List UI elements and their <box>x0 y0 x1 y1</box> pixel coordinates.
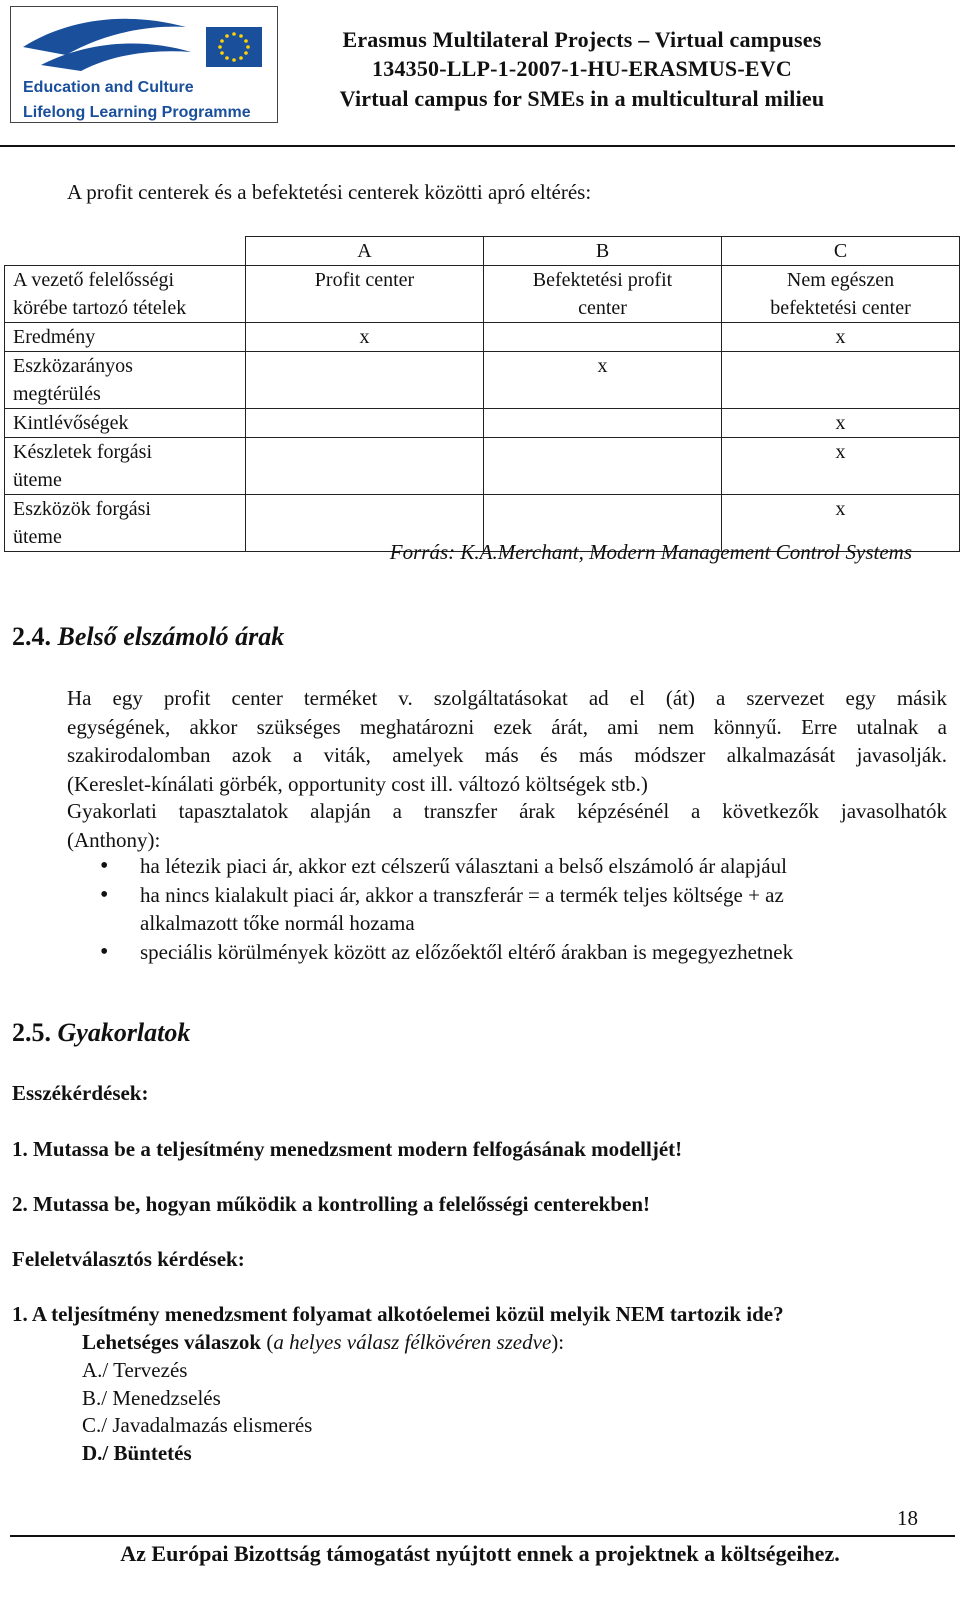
cell-b <box>484 323 722 352</box>
row-label <box>5 323 246 352</box>
paragraph-practical <box>67 797 947 854</box>
list-item <box>100 881 920 938</box>
section-heading-2-5 <box>12 1018 190 1048</box>
paragraph-transfer-pricing <box>67 684 947 798</box>
column-header-c-line2: befektetési center <box>770 297 911 319</box>
cell-c: x <box>722 438 960 495</box>
paragraph-line: Ha egy profit center terméket v. szolgáltatásokat ad el (át) a szervezet egy másik <box>67 686 947 710</box>
column-letter-a: A <box>246 237 484 266</box>
essay-question-2: 2. Mutassa be, hogyan működik a kontrolling a felelősségi centerekben! <box>12 1192 651 1216</box>
header-title-line3: Virtual campus for SMEs in a multicultural milieu <box>339 86 825 111</box>
header-title-line2: 134350-LLP-1-2007-1-HU-ERASMUS-EVC <box>372 56 792 81</box>
cell-a <box>246 409 484 438</box>
cell-b <box>484 409 722 438</box>
list-item <box>100 938 920 967</box>
answers-open-paren: ( <box>266 1330 274 1354</box>
column-header-b-line1: Befektetési profit <box>532 269 673 291</box>
row-label <box>5 438 246 495</box>
list-item-text: ha létezik piaci ár, akkor ezt célszerű választani a belső elszámoló ár alapjául <box>140 854 787 878</box>
cell-a <box>246 352 484 409</box>
cell-b <box>484 438 722 495</box>
paragraph-line: egységének, akkor szükséges meghatározni ezek árát, ami nem könnyű. Erre utalnak a <box>67 714 947 739</box>
table-row <box>5 323 960 352</box>
row-label-text: Kintlévőségek <box>13 412 129 434</box>
row-label-text: Eszközök forgási <box>13 498 151 520</box>
header-label-line2: körébe tartozó tételek <box>13 297 187 319</box>
cell-a <box>246 438 484 495</box>
essay-question-1: 1. Mutassa be a teljesítmény menedzsment modern felfogásának modelljét! <box>12 1137 683 1161</box>
transfer-price-bullets <box>100 852 920 966</box>
column-header-b-line2: center <box>578 297 627 319</box>
row-label <box>5 495 246 552</box>
answers-close-paren: ): <box>551 1330 565 1354</box>
table-row <box>5 352 960 409</box>
header-title-line1: Erasmus Multilateral Projects – Virtual campuses <box>342 27 822 52</box>
cell-c: x <box>722 323 960 352</box>
cell-c: x <box>722 409 960 438</box>
section-heading-2-4 <box>12 622 284 652</box>
header-label-cell <box>5 266 246 323</box>
row-label-text: Eszközarányos <box>13 355 133 377</box>
footer-divider <box>10 1535 955 1537</box>
row-label-text-line2: megtérülés <box>13 383 101 405</box>
row-label-text-line2: üteme <box>13 526 62 548</box>
table-letter-row <box>5 237 960 266</box>
column-letter-c: C <box>722 237 960 266</box>
answers-label: Lehetséges válaszok <box>82 1330 262 1354</box>
section-number: 2.5. <box>12 1018 51 1047</box>
column-header-c-line1: Nem egészen <box>786 269 895 291</box>
multiple-choice-question-1: 1. A teljesítmény menedzsment folyamat alkotóelemei közül melyik NEM tartozik ide? <box>12 1302 784 1326</box>
paragraph-line: (Kereslet-kínálati görbék, opportunity cost ill. változó költségek stb.) <box>67 771 648 796</box>
answer-option-c: C./ Javadalmazás elismerés <box>82 1413 313 1437</box>
table-row <box>5 409 960 438</box>
paragraph-line: Gyakorlati tapasztalatok alapján a transzfer árak képzésénél a következők javasolhatók <box>67 799 947 823</box>
column-header-a <box>246 266 484 323</box>
possible-answers-label <box>82 1330 564 1355</box>
cell-b: x <box>484 352 722 409</box>
table-source: Forrás: K.A.Merchant, Modern Management Control Systems <box>389 540 912 564</box>
table-row <box>5 438 960 495</box>
cell-c <box>722 352 960 409</box>
answer-option-d: D./ Büntetés <box>82 1441 192 1465</box>
column-header-c <box>722 266 960 323</box>
row-label-text: Készletek forgási <box>13 441 153 463</box>
eu-logo <box>10 6 278 123</box>
row-label <box>5 352 246 409</box>
row-label <box>5 409 246 438</box>
responsibility-table <box>4 236 960 552</box>
list-item-text: • ha nincs kialakult piaci ár, akkor a transzferár = a termék teljes költsége + az <box>140 882 784 907</box>
column-header-b <box>484 266 722 323</box>
logo-text-line1: Education and Culture <box>23 79 194 96</box>
row-label-text-line2: üteme <box>13 469 62 491</box>
list-item-text: speciális körülmények között az előzőektől eltérő árakban is megegyezhetnek <box>140 939 794 964</box>
section-title: Belső elszámoló árak <box>57 622 285 651</box>
paragraph-line: szakirodalomban azok a viták, amelyek más és más módszer alkalmazását javasolják. <box>67 743 947 767</box>
section-number: 2.4. <box>12 622 51 651</box>
page-number: 18 <box>897 1506 918 1530</box>
column-letter-b: B <box>484 237 722 266</box>
section-title: Gyakorlatok <box>57 1018 191 1047</box>
list-item-text-line2: alkalmazott tőke normál hozama <box>140 911 415 935</box>
answers-note: a helyes válasz félkövéren szedve <box>273 1330 552 1354</box>
answer-option-a: A./ Tervezés <box>82 1358 188 1382</box>
intro-text: A profit centerek és a befektetési centerek közötti apró eltérés: <box>67 180 592 204</box>
cell-c: x <box>722 495 960 552</box>
logo-text-line2: Lifelong Learning Programme <box>23 104 251 121</box>
header-label-line1: A vezető felelősségi <box>13 269 175 291</box>
multiple-choice-heading: Feleletválasztós kérdések: <box>12 1247 245 1271</box>
row-label-text: Eredmény <box>13 326 96 348</box>
table-corner-cell <box>5 237 246 266</box>
column-header-a-text: Profit center <box>314 269 415 291</box>
paragraph-line: (Anthony): <box>67 827 161 852</box>
cell-a: x <box>246 323 484 352</box>
answer-option-b: B./ Menedzselés <box>82 1386 221 1410</box>
table-header-row <box>5 266 960 323</box>
header-divider <box>0 145 955 147</box>
essay-questions-heading: Esszékérdések: <box>12 1081 149 1105</box>
footer-text: Az Európai Bizottság támogatást nyújtott ennek a projektnek a költségeihez. <box>120 1541 840 1566</box>
list-item <box>100 852 920 881</box>
